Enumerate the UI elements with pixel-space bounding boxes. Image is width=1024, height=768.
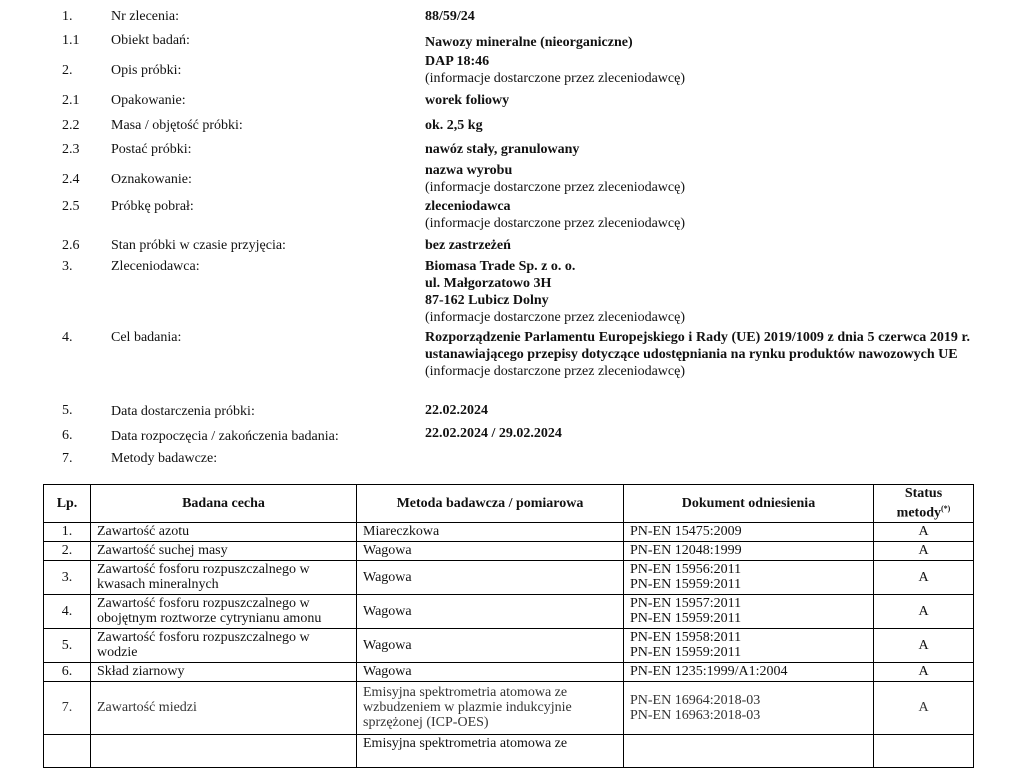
- info-row-number: 2.6: [62, 238, 80, 253]
- cell-status: A: [874, 560, 974, 594]
- cell-feature: Zawartość miedzi: [91, 681, 357, 734]
- cell-document: [624, 541, 874, 560]
- document-ref: PN-EN 15957:2011: [630, 596, 742, 612]
- info-row-number: 2.2: [62, 118, 80, 133]
- info-row-number: 6.: [62, 428, 73, 443]
- info-row-value: [425, 162, 970, 196]
- value-note: (informacje dostarczone przez zleceniodawcę): [425, 216, 686, 231]
- column-header-status: [874, 485, 974, 523]
- value-line: Nawozy mineralne (nieorganiczne): [425, 35, 633, 50]
- cell-lp: 6.: [44, 662, 91, 681]
- table-row: [44, 734, 974, 767]
- column-header-lp: Lp.: [44, 485, 91, 523]
- status-header-text: Status metody: [896, 486, 943, 521]
- cell-lp: 7.: [44, 681, 91, 734]
- table-row: [44, 522, 974, 541]
- cell-method: Wagowa: [357, 628, 624, 662]
- info-row-label: Obiekt badań:: [111, 33, 190, 48]
- cell-status: [874, 734, 974, 767]
- cell-status: A: [874, 681, 974, 734]
- info-row-number: 2.4: [62, 172, 80, 187]
- value-line: DAP 18:46: [425, 54, 490, 69]
- value-line: nawóz stały, granulowany: [425, 142, 580, 157]
- cell-document: [624, 662, 874, 681]
- cell-method: Wagowa: [357, 541, 624, 560]
- cell-status: A: [874, 628, 974, 662]
- document-ref: PN-EN 15959:2011: [630, 611, 742, 627]
- cell-method: Wagowa: [357, 594, 624, 628]
- info-row-value: [425, 34, 970, 51]
- value-line: 88/59/24: [425, 9, 475, 24]
- cell-document: [624, 522, 874, 541]
- info-row-number: 3.: [62, 259, 73, 274]
- value-line: 22.02.2024 / 29.02.2024: [425, 426, 562, 441]
- info-row-value: [425, 425, 970, 442]
- cell-method: Wagowa: [357, 560, 624, 594]
- info-row-value: [425, 141, 970, 158]
- cell-lp: 5.: [44, 628, 91, 662]
- document-ref: PN-EN 16963:2018-03: [630, 707, 761, 723]
- cell-document: [624, 628, 874, 662]
- cell-feature: Skład ziarnowy: [91, 662, 357, 681]
- info-row-label: Postać próbki:: [111, 142, 192, 157]
- info-row-number: 5.: [62, 403, 73, 418]
- cell-feature: Zawartość azotu: [91, 522, 357, 541]
- cell-lp: 4.: [44, 594, 91, 628]
- document-ref: PN-EN 12048:1999: [630, 543, 742, 559]
- info-row-label: Stan próbki w czasie przyjęcia:: [111, 238, 286, 253]
- cell-document: [624, 594, 874, 628]
- info-row-label: Metody badawcze:: [111, 451, 218, 466]
- info-row-number: 2.1: [62, 93, 80, 108]
- status-footnote-marker: (*): [941, 504, 951, 513]
- info-row-value: [425, 8, 970, 25]
- cell-status: A: [874, 594, 974, 628]
- value-note: (informacje dostarczone przez zleceniodawcę): [425, 364, 686, 379]
- cell-status: A: [874, 522, 974, 541]
- info-row-label: Cel badania:: [111, 330, 182, 345]
- cell-feature: [91, 734, 357, 767]
- info-row-label: Nr zlecenia:: [111, 9, 180, 24]
- info-row-number: 4.: [62, 330, 73, 345]
- info-row-label: Próbkę pobrał:: [111, 199, 194, 214]
- info-row-number: 2.3: [62, 142, 80, 157]
- info-row-value: [425, 198, 970, 232]
- cell-document: [624, 734, 874, 767]
- info-row-number: 2.: [62, 63, 73, 78]
- info-row-value: [425, 92, 970, 109]
- info-row-label: Zleceniodawca:: [111, 259, 200, 274]
- value-note: (informacje dostarczone przez zleceniodawcę): [425, 310, 686, 325]
- table-row: [44, 541, 974, 560]
- cell-feature: Zawartość fosforu rozpuszczalnego w obojętnym roztworze cytrynianu amonu: [91, 594, 357, 628]
- table-row: [44, 628, 974, 662]
- info-row-label: Data rozpoczęcia / zakończenia badania:: [111, 429, 339, 444]
- info-row-number: 2.5: [62, 199, 80, 214]
- cell-status: A: [874, 662, 974, 681]
- info-row-number: 7.: [62, 451, 73, 466]
- cell-lp: 1.: [44, 522, 91, 541]
- value-line: Rozporządzenie Parlamentu Europejskiego i Rady (UE) 2019/1009 z dnia 5 czerwca 2019 r. ustanawiającego przepisy dotyczące udostępniania na rynku produktów nawozowych UE: [425, 330, 970, 362]
- document-ref: PN-EN 16964:2018-03: [630, 692, 761, 708]
- info-row-number: 1.: [62, 9, 73, 24]
- value-line: 22.02.2024: [425, 403, 488, 418]
- document-ref: PN-EN 15475:2009: [630, 524, 742, 540]
- cell-status: A: [874, 541, 974, 560]
- cell-method: Wagowa: [357, 662, 624, 681]
- value-note: (informacje dostarczone przez zleceniodawcę): [425, 180, 686, 195]
- cell-lp: 3.: [44, 560, 91, 594]
- info-row-number: 1.1: [62, 33, 80, 48]
- cell-feature: Zawartość fosforu rozpuszczalnego w wodzie: [91, 628, 357, 662]
- info-row-label: Opis próbki:: [111, 63, 182, 78]
- value-line: bez zastrzeżeń: [425, 238, 511, 253]
- cell-document: [624, 681, 874, 734]
- column-header-feature: Badana cecha: [91, 485, 357, 523]
- value-note: (informacje dostarczone przez zleceniodawcę): [425, 71, 686, 86]
- cell-method: Miareczkowa: [357, 522, 624, 541]
- cell-feature: Zawartość fosforu rozpuszczalnego w kwasach mineralnych: [91, 560, 357, 594]
- value-line: ok. 2,5 kg: [425, 118, 483, 133]
- column-header-document: Dokument odniesienia: [624, 485, 874, 523]
- info-row-value: [425, 117, 970, 134]
- cell-document: [624, 560, 874, 594]
- info-row-value: [425, 402, 970, 419]
- cell-feature: Zawartość suchej masy: [91, 541, 357, 560]
- table-header-row: [44, 485, 974, 523]
- info-row-value: [425, 329, 970, 380]
- document-ref: PN-EN 15958:2011: [630, 630, 742, 646]
- cell-lp: [44, 734, 91, 767]
- table-row: [44, 662, 974, 681]
- value-line: ul. Małgorzatowo 3H: [425, 276, 552, 291]
- info-row-value: [425, 237, 970, 254]
- value-line: Biomasa Trade Sp. z o. o.: [425, 259, 576, 274]
- table-row: [44, 560, 974, 594]
- info-row-value: [425, 258, 970, 326]
- value-line: zleceniodawca: [425, 199, 511, 214]
- cell-method: Emisyjna spektrometria atomowa ze: [357, 734, 624, 767]
- info-row-label: Opakowanie:: [111, 93, 186, 108]
- info-row-value: [425, 53, 970, 87]
- info-row-label: Data dostarczenia próbki:: [111, 404, 255, 419]
- document-ref: PN-EN 15959:2011: [630, 577, 742, 593]
- value-line: worek foliowy: [425, 93, 510, 108]
- column-header-method: Metoda badawcza / pomiarowa: [357, 485, 624, 523]
- info-row-label: Masa / objętość próbki:: [111, 118, 243, 133]
- cell-lp: 2.: [44, 541, 91, 560]
- cell-method: Emisyjna spektrometria atomowa ze wzbudzeniem w plazmie indukcyjnie sprzężonej (ICP-OES): [357, 681, 624, 734]
- document-ref: PN-EN 15959:2011: [630, 645, 742, 661]
- info-row-label: Oznakowanie:: [111, 172, 192, 187]
- table-row: [44, 594, 974, 628]
- methods-table: [43, 484, 974, 768]
- value-line: nazwa wyrobu: [425, 163, 513, 178]
- value-line: 87-162 Lubicz Dolny: [425, 293, 549, 308]
- table-row: [44, 681, 974, 734]
- document-ref: PN-EN 1235:1999/A1:2004: [630, 664, 788, 680]
- document-ref: PN-EN 15956:2011: [630, 562, 742, 578]
